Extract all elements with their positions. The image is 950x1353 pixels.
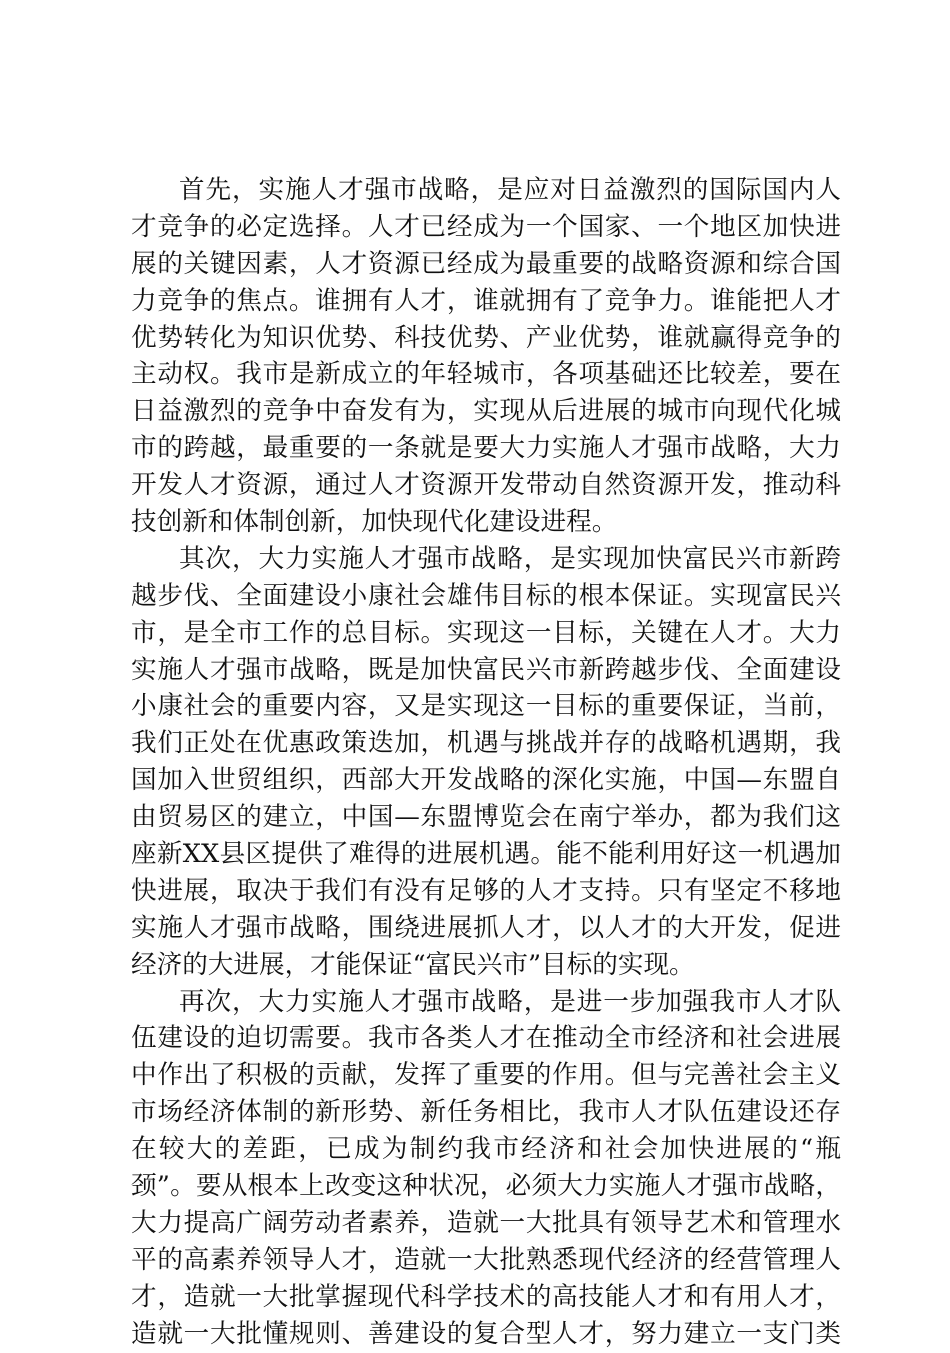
text-line: 座新XX县区提供了难得的进展机遇。能不能利用好这一机遇加 [131,839,841,870]
text-line: 优势转化为知识优势、科技优势、产业优势，谁就赢得竞争的 [131,322,841,353]
text-line: 日益激烈的竞争中奋发有为，实现从后进展的城市向现代化城 [131,396,841,427]
text-line: 实施人才强市战略，既是加快富民兴市新跨越步伐、全面建设 [131,654,841,685]
text-line: 市场经济体制的新形势、新任务相比，我市人才队伍建设还存 [131,1097,841,1128]
text-line: 由贸易区的建立，中国—东盟博览会在南宁举办，都为我们这 [131,802,841,833]
body-text [131,172,841,1353]
text-line: 造就一大批懂规则、善建设的复合型人才，努力建立一支门类 [131,1318,841,1349]
text-line: 力竞争的焦点。谁拥有人才，谁就拥有了竞争力。谁能把人才 [131,285,841,316]
text-line: 我们正处在优惠政策迭加，机遇与挑战并存的战略机遇期，我 [131,728,841,759]
text-line: 开发人才资源，通过人才资源开发带动自然资源开发，推动科 [131,470,841,501]
text-line: 才竞争的必定选择。人才已经成为一个国家、一个地区加快进 [131,211,841,242]
text-line: 市，是全市工作的总目标。实现这一目标，关键在人才。大力 [131,617,841,648]
text-line: 大力提高广阔劳动者素养，造就一大批具有领导艺术和管理水 [131,1207,841,1238]
text-line: 再次，大力实施人才强市战略，是进一步加强我市人才队 [179,986,841,1017]
paragraph [131,172,841,541]
text-line: 越步伐、全面建设小康社会雄伟目标的根本保证。实现富民兴 [131,580,841,611]
text-line: 主动权。我市是新成立的年轻城市，各项基础还比较差，要在 [131,359,841,390]
text-line: 平的高素养领导人才，造就一大批熟悉现代经济的经营管理人 [131,1244,841,1275]
text-line: 国加入世贸组织，西部大开发战略的深化实施，中国—东盟自 [131,765,841,796]
text-line: 展的关键因素，人才资源已经成为最重要的战略资源和综合国 [131,248,841,279]
text-line: 技创新和体制创新，加快现代化建设进程。 [131,507,618,538]
paragraph [131,541,841,984]
text-line: 小康社会的重要内容，又是实现这一目标的重要保证，当前， [131,691,841,722]
text-line: 经济的大进展，才能保证“富民兴市”目标的实现。 [131,949,695,980]
text-line: 才，造就一大批掌握现代科学技术的高技能人才和有用人才， [131,1281,841,1312]
text-line: 其次，大力实施人才强市战略，是实现加快富民兴市新跨 [179,543,841,574]
text-line: 中作出了积极的贡献，发挥了重要的作用。但与完善社会主义 [131,1060,841,1091]
text-line: 市的跨越，最重要的一条就是要大力实施人才强市战略，大力 [131,433,841,464]
text-line: 首先，实施人才强市战略，是应对日益激烈的国际国内人 [179,175,841,205]
text-line: 快进展，取决于我们有没有足够的人才支持。只有坚定不移地 [131,875,841,906]
text-line: 实施人才强市战略，围绕进展抓人才，以人才的大开发，促进 [131,912,841,943]
text-line: 颈”。要从根本上改变这种状况，必须大力实施人才强市战略， [131,1171,841,1202]
paragraph [131,984,841,1353]
text-line: 伍建设的迫切需要。我市各类人才在推动全市经济和社会进展 [131,1023,841,1054]
text-line: 在较大的差距，已成为制约我市经济和社会加快进展的“瓶 [131,1134,841,1165]
